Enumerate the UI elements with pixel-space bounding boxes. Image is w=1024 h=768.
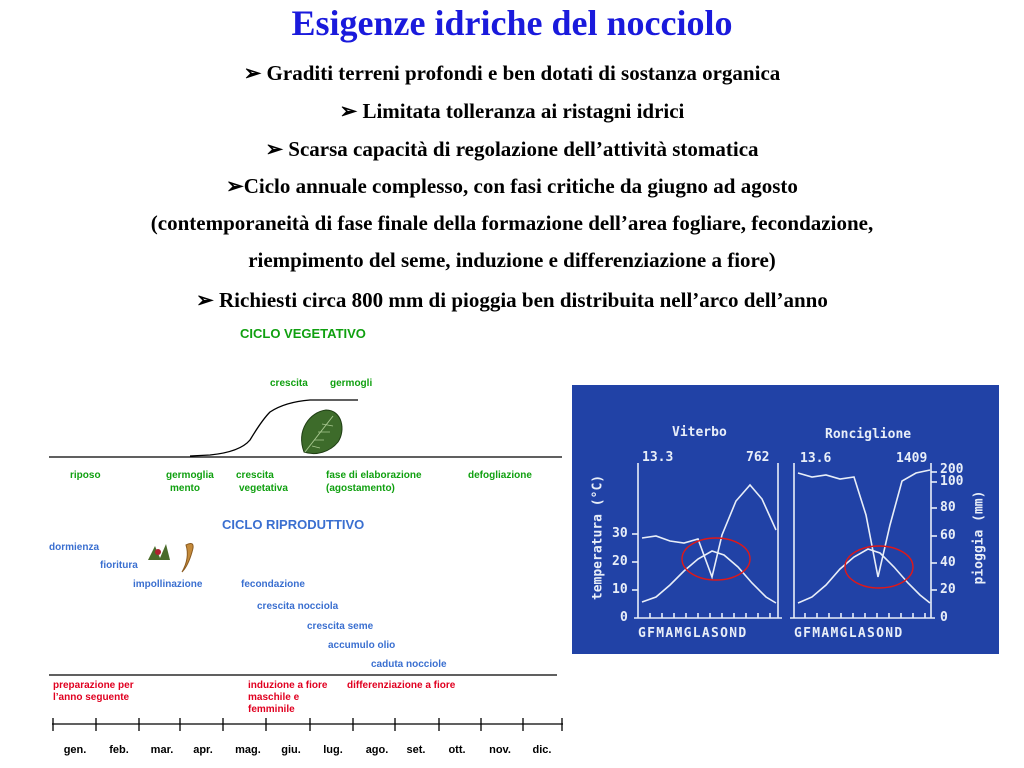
phase-crescita-nocciola: crescita nocciola bbox=[257, 601, 339, 612]
left-station-name: Viterbo bbox=[672, 425, 727, 440]
climate-plot bbox=[572, 385, 999, 654]
phase-accumulo-olio: accumulo olio bbox=[328, 640, 396, 651]
rain-tick: 80 bbox=[940, 500, 956, 515]
growth-label-2: germogli bbox=[330, 378, 373, 389]
phase-riposo: riposo bbox=[70, 470, 101, 481]
month-label: ott. bbox=[448, 744, 466, 756]
bullet-3: ➢ Scarsa capacità di regolazione dell’attività stomatica bbox=[265, 137, 759, 161]
vegetative-cycle-title: CICLO VEGETATIVO bbox=[240, 326, 366, 341]
phase-dormienza: dormienza bbox=[49, 542, 100, 553]
phase-crescita-1: crescita bbox=[236, 470, 274, 481]
month-label: ago. bbox=[365, 744, 389, 756]
phase-caduta-nocciole: caduta nocciole bbox=[371, 659, 447, 670]
hazel-flower-icon bbox=[148, 544, 193, 572]
temperature-axis-label: temperatura (°C) bbox=[590, 474, 606, 601]
phase-germogliamento-2: mento bbox=[170, 483, 200, 494]
temp-tick: 30 bbox=[612, 526, 628, 541]
viterbo-rain-line bbox=[642, 485, 776, 577]
phase-fioritura: fioritura bbox=[100, 560, 138, 571]
reproductive-cycle-title: CICLO RIPRODUTTIVO bbox=[222, 517, 365, 532]
phase-elaborazione-1: fase di elaborazione bbox=[326, 470, 422, 481]
bullet-4-cont-2: riempimento del seme, induzione e differenziazione a fiore) bbox=[248, 248, 776, 272]
phase-induzione-1: induzione a fiore bbox=[248, 680, 328, 691]
bullet-4-cont-1: (contemporaneità di fase finale della formazione dell’area fogliare, fecondazione, bbox=[150, 211, 874, 235]
phase-crescita-2: vegetativa bbox=[239, 483, 288, 494]
ronciglione-rain-line bbox=[798, 470, 930, 577]
month-label: set. bbox=[406, 744, 426, 756]
rain-axis-label: pioggia (mm) bbox=[971, 490, 987, 585]
right-station-name: Ronciglione bbox=[825, 427, 912, 442]
rain-tick: 40 bbox=[940, 555, 956, 570]
month-label: nov. bbox=[489, 744, 511, 756]
month-label: feb. bbox=[109, 744, 129, 756]
right-annual-rain: 1409 bbox=[896, 451, 928, 466]
leaf-icon bbox=[302, 410, 342, 454]
rain-tick: 100 bbox=[940, 474, 964, 489]
phase-defogliazione: defogliazione bbox=[468, 470, 532, 481]
month-label: lug. bbox=[323, 744, 343, 756]
phase-germogliamento-1: germoglia bbox=[166, 470, 214, 481]
month-label: dic. bbox=[532, 744, 552, 756]
phase-preparazione-1: preparazione per bbox=[53, 680, 134, 691]
month-label: gen. bbox=[63, 744, 87, 756]
growth-label-1: crescita bbox=[270, 378, 308, 389]
month-label: giu. bbox=[281, 744, 301, 756]
month-label: mag. bbox=[235, 744, 261, 756]
left-annual-rain: 762 bbox=[746, 450, 770, 465]
slide-title: Esigenze idriche del nocciolo bbox=[291, 3, 733, 43]
bullet-4: ➢Ciclo annuale complesso, con fasi critiche da giugno ad agosto bbox=[226, 174, 798, 198]
phase-induzione-2: maschile e bbox=[248, 692, 300, 703]
left-annual-temp: 13.3 bbox=[642, 450, 674, 465]
phase-impollinazione: impollinazione bbox=[133, 579, 203, 590]
month-label: mar. bbox=[150, 744, 174, 756]
phase-differenziazione: differenziazione a fiore bbox=[347, 680, 456, 691]
climate-diagram bbox=[572, 385, 999, 654]
left-month-axis: GFMAMGLASOND bbox=[638, 626, 748, 641]
phase-elaborazione-2: (agostamento) bbox=[326, 483, 395, 494]
rain-tick: 60 bbox=[940, 528, 956, 543]
right-annual-temp: 13.6 bbox=[800, 451, 832, 466]
phase-crescita-seme: crescita seme bbox=[307, 621, 374, 632]
rain-tick: 0 bbox=[940, 610, 948, 625]
rain-tick: 200 bbox=[940, 462, 964, 477]
bullet-5: ➢ Richiesti circa 800 mm di pioggia ben distribuita nell’arco dell’anno bbox=[196, 288, 828, 312]
month-label: apr. bbox=[193, 744, 213, 756]
bullet-2: ➢ Limitata tolleranza ai ristagni idrici bbox=[339, 99, 685, 123]
phase-preparazione-2: l’anno seguente bbox=[53, 692, 130, 703]
rain-tick: 20 bbox=[940, 582, 956, 597]
bullet-1: ➢ Graditi terreni profondi e ben dotati di sostanza organica bbox=[243, 61, 781, 85]
phase-fecondazione: fecondazione bbox=[241, 579, 305, 590]
viterbo-temp-line bbox=[642, 551, 776, 603]
temp-tick: 20 bbox=[612, 554, 628, 569]
right-month-axis: GFMAMGLASOND bbox=[794, 626, 904, 641]
temp-tick: 0 bbox=[620, 610, 628, 625]
temp-tick: 10 bbox=[612, 582, 628, 597]
phase-induzione-3: femminile bbox=[248, 704, 295, 715]
